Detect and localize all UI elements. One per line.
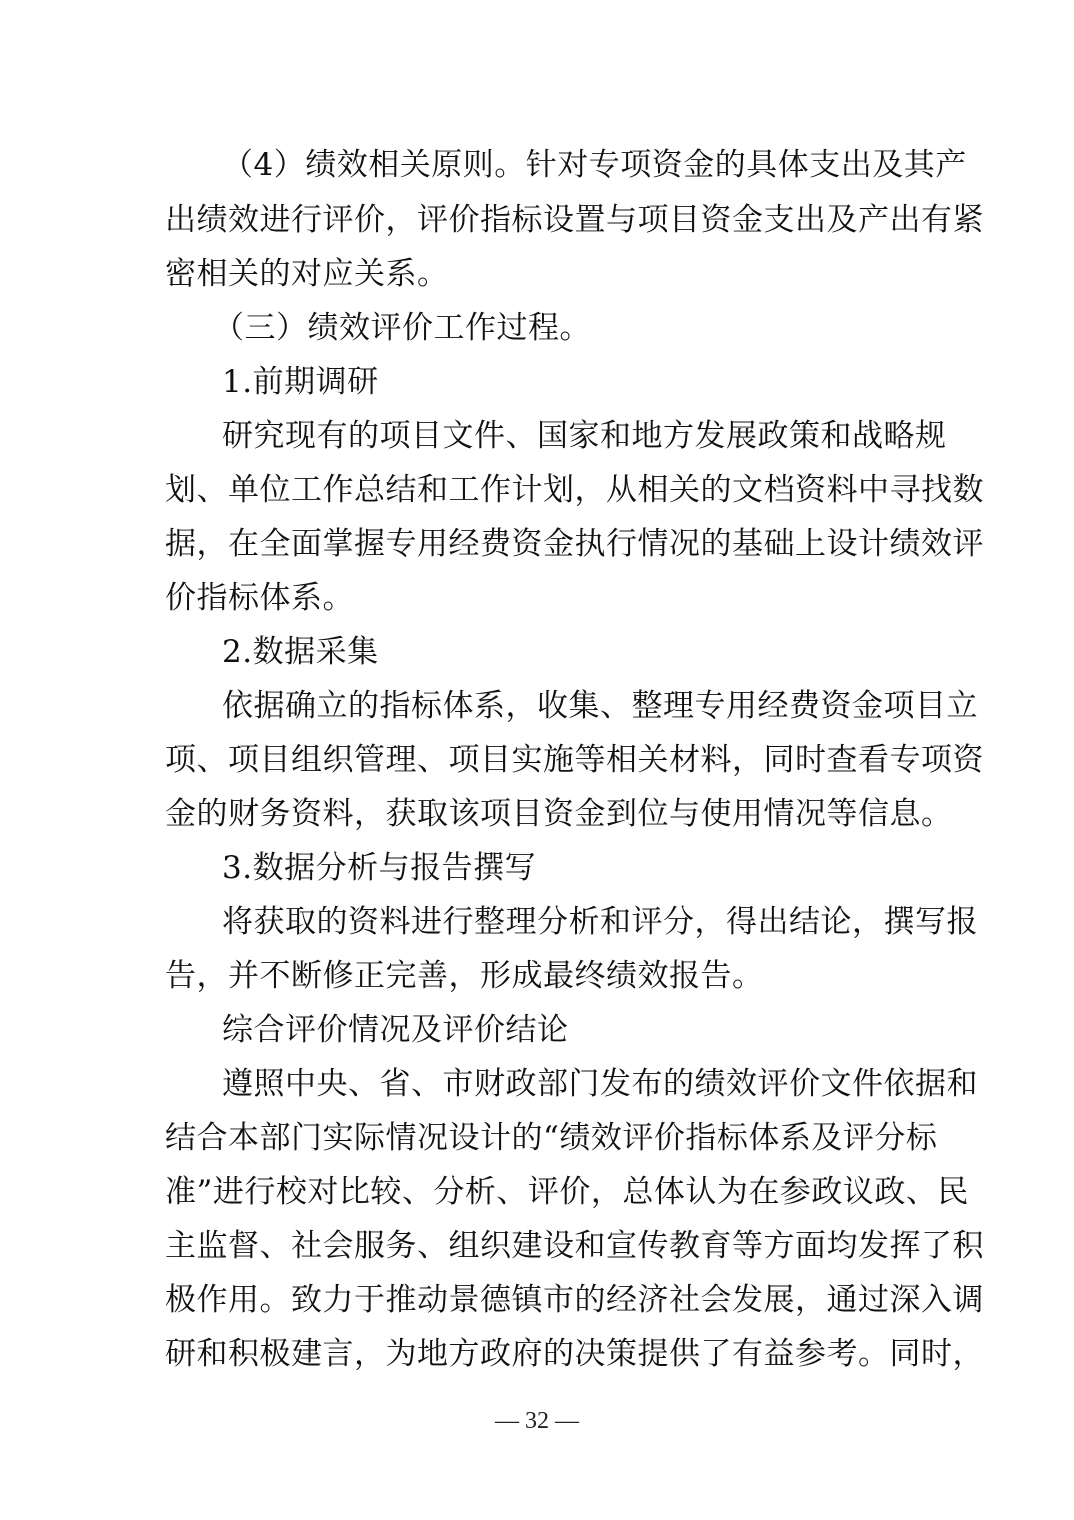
paragraph-line: 划、单位工作总结和工作计划，从相关的文档资料中寻找数 <box>165 472 984 508</box>
paragraph-line: 研究现有的项目文件、国家和地方发展政策和战略规 <box>222 418 947 454</box>
paragraph-line: 研和积极建言，为地方政府的决策提供了有益参考。同时， <box>165 1336 984 1372</box>
paragraph-line: 极作用。致力于推动景德镇市的经济社会发展，通过深入调 <box>165 1282 984 1318</box>
paragraph-line: 遵照中央、省、市财政部门发布的绩效评价文件依据和 <box>222 1066 978 1102</box>
paragraph-line: 结合本部门实际情况设计的“绩效评价指标体系及评分标 <box>165 1120 938 1156</box>
page-number: — 32 — <box>495 1408 579 1434</box>
paragraph-line: 项、项目组织管理、项目实施等相关材料，同时查看专项资 <box>165 742 984 778</box>
subsection-heading: 综合评价情况及评价结论 <box>222 1012 569 1048</box>
subsection-heading: 1.前期调研 <box>222 364 379 400</box>
paragraph-line: 主监督、社会服务、组织建设和宣传教育等方面均发挥了积 <box>165 1228 984 1264</box>
paragraph-line: 密相关的对应关系。 <box>165 256 449 292</box>
paragraph-line: 准”进行校对比较、分析、评价，总体认为在参政议政、民 <box>165 1174 969 1210</box>
paragraph-line: 将获取的资料进行整理分析和评分，得出结论，撰写报 <box>222 904 978 940</box>
section-heading: （三）绩效评价工作过程。 <box>213 310 591 346</box>
paragraph-line: （4）绩效相关原则。针对专项资金的具体支出及其产 <box>222 147 967 183</box>
paragraph-line: 金的财务资料，获取该项目资金到位与使用情况等信息。 <box>165 796 953 832</box>
paragraph-line: 告，并不断修正完善，形成最终绩效报告。 <box>165 958 764 994</box>
paragraph-line: 据，在全面掌握专用经费资金执行情况的基础上设计绩效评 <box>165 526 984 562</box>
paragraph-line: 依据确立的指标体系，收集、整理专用经费资金项目立 <box>222 688 978 724</box>
subsection-heading: 3.数据分析与报告撰写 <box>222 850 537 886</box>
subsection-heading: 2.数据采集 <box>222 634 379 670</box>
paragraph-line: 出绩效进行评价，评价指标设置与项目资金支出及产出有紧 <box>165 202 984 238</box>
paragraph-line: 价指标体系。 <box>165 580 354 616</box>
